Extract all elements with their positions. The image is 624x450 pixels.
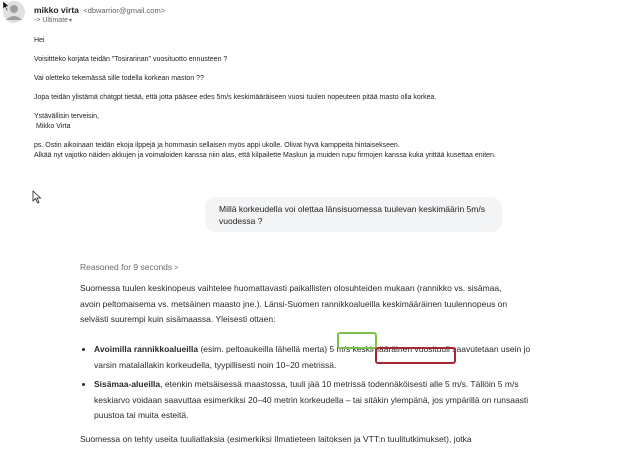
email-ps: ps. Ostin aikoinaan teidän ekoja ilppejä ja hommasin sellaisen myös appi ukolle. Olivat hyvä kamppeita hintaisekseen. [34, 142, 400, 149]
email-line: Voisittteko korjata teidän "Tosirarinan" vuosituotto ennusteen ? [34, 56, 228, 63]
recipient-line[interactable]: -> Ultimate▾ [34, 17, 73, 24]
email-closing: Ystävällisin terveisin, [34, 113, 99, 120]
highlight-box-green [337, 332, 377, 349]
response-bullet-list [80, 342, 534, 428]
email-message [0, 0, 624, 190]
mouse-cursor-icon [32, 190, 42, 209]
email-signature: Mikko Virta [36, 123, 71, 130]
avatar-icon [2, 0, 26, 24]
chevron-down-icon: ▾ [69, 18, 73, 24]
user-message-bubble [205, 197, 502, 232]
email-line: Vai oletteko tekemässä sille todella korkean maston ?? [34, 75, 204, 82]
list-item: • Sisämaa-alueilla, etenkin metsäisessä maastossa, tuuli jää 10 metrissä todennäköisesti alle 5 m/s. Tällöin 5 m/s keskiarvo voidaan saavuttaa esimerkiksi 20–40 metrin korkeudella – tai sitäkin ylempänä, jos ympärillä on runsaasti puustoa tai muita esteitä. [94, 377, 534, 424]
email-body [34, 36, 614, 161]
user-question: Millä korkeudella voi olettaa länsisuomessa tuulevan keskimäärin 5m/s vuodessa ? [219, 204, 485, 226]
sender-email: <dbwarrior@gmail.com> [83, 6, 166, 15]
avatar[interactable] [2, 0, 26, 24]
reasoned-toggle[interactable]: Reasoned for 9 seconds > [80, 262, 179, 272]
chevron-right-icon: > [174, 265, 179, 272]
highlight-box-red [375, 347, 456, 364]
sender-name: mikko virta <dbwarrior@gmail.com> [34, 5, 166, 15]
response-paragraph: Suomessa on tehty useita tuuliatlaksia (esimerkiksi Ilmatieteen laitoksen ja VTT:n tuulitutkimukset), jotka [80, 434, 472, 444]
list-item: • Avoimilla rannikkoalueilla (esim. peltoaukeilla lähellä merta) 5 m/s keskimääräinen vuosituuli saavutetaan usein jo varsin matalallakin korkeudella, tyypillisesti noin 10–20 metrissä. [94, 342, 534, 373]
email-line: Jopa teidän ylistämä chatgpt tietää, että jotta pääsee edes 5m/s keskimääräiseen vuosi tuulen nopeuteen pitää masto olla korkea. [34, 94, 437, 101]
response-paragraph: Suomessa tuulen keskinopeus vaihtelee huomattavasti paikallisten olosuhteiden mukaan (rannikko vs. sisämaa, avoin peltomaisema vs. metsäinen maasto jne.). Länsi-Suomen rannikkoalueilla keskimääräinen tuulennopeus on selvästi suurempi kuin sisämaassa. Yleisesti ottaen: [80, 283, 508, 324]
email-greeting: Hei [34, 37, 45, 44]
email-ps: Alkää nyt vajotko näiden akkujen ja voimaloiden kanssa niin alas, että kilpailette Maskun ja muiden rupu firmojen kanssa kuka yrittää kusettaa eniten. [34, 152, 496, 159]
